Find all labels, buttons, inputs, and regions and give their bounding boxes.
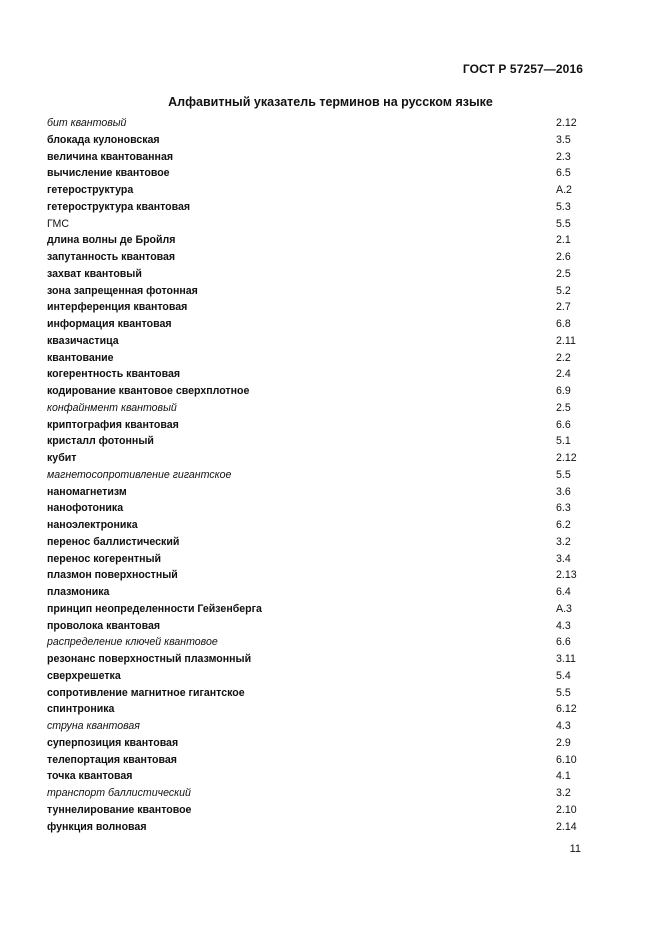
index-reference: 6.6 — [556, 418, 571, 431]
index-entry — [47, 634, 587, 651]
index-reference: 2.3 — [556, 150, 571, 163]
index-reference: 4.1 — [556, 770, 571, 783]
index-reference: 5.1 — [556, 435, 571, 448]
index-entry — [47, 718, 587, 735]
index-entry — [47, 149, 587, 166]
index-term: перенос когерентный — [47, 552, 162, 565]
index-entry — [47, 752, 587, 769]
index-term: принцип неопределенности Гейзенберга — [47, 602, 262, 615]
index-term: сопротивление магнитное гигантское — [47, 686, 245, 699]
index-entry — [47, 450, 587, 467]
index-term: захват квантовый — [47, 267, 142, 280]
index-reference: 3.2 — [556, 787, 571, 799]
index-reference: 2.12 — [556, 452, 577, 464]
index-entry — [47, 433, 587, 450]
index-reference: 2.7 — [556, 301, 571, 314]
document-code: ГОСТ Р 57257—2016 — [462, 62, 583, 76]
index-entry — [47, 517, 587, 534]
index-term: интерференция квантовая — [47, 301, 188, 314]
page-number: 11 — [569, 843, 581, 855]
index-reference: 6.4 — [556, 586, 571, 598]
index-entry — [47, 283, 587, 300]
index-reference: 5.5 — [556, 217, 571, 230]
index-reference: 5.2 — [556, 284, 571, 297]
index-entry — [47, 216, 587, 233]
index-term: ГМС — [47, 217, 69, 230]
index-term: спинтроника — [47, 703, 115, 716]
index-reference: 5.5 — [556, 686, 571, 699]
index-entry — [47, 500, 587, 517]
index-entry — [47, 333, 587, 350]
index-term: телепортация квантовая — [47, 753, 177, 766]
index-reference: 6.3 — [556, 502, 571, 515]
index-entry — [47, 467, 587, 484]
index-reference: 3.2 — [556, 535, 571, 548]
index-term: кодирование квантовое сверхплотное — [47, 385, 250, 397]
index-reference: 2.13 — [556, 569, 577, 582]
index-reference: 2.9 — [556, 736, 571, 749]
index-reference: 6.9 — [556, 385, 571, 397]
index-term: точка квантовая — [47, 770, 133, 783]
index-entry — [47, 350, 587, 367]
index-reference: 2.10 — [556, 803, 577, 816]
index-reference: 6.12 — [556, 703, 577, 716]
index-term: струна квантовая — [47, 720, 140, 732]
index-reference: 3.5 — [556, 133, 571, 146]
index-reference: 2.14 — [556, 820, 577, 833]
index-term: величина квантованная — [47, 150, 174, 163]
index-reference: 2.2 — [556, 351, 571, 364]
index-entry — [47, 132, 587, 149]
index-term: зона запрещенная фотонная — [47, 284, 198, 297]
index-term: вычисление квантовое — [47, 167, 170, 180]
index-entry — [47, 165, 587, 182]
index-entry — [47, 768, 587, 785]
index-reference: 3.4 — [556, 552, 571, 565]
index-entry — [47, 819, 587, 836]
index-entry — [47, 299, 587, 316]
index-term: магнетосопротивление гигантское — [47, 468, 232, 481]
index-term: наноэлектроника — [47, 519, 138, 531]
index-reference: 6.8 — [556, 318, 571, 330]
index-reference: 4.3 — [556, 619, 571, 632]
index-entry — [47, 701, 587, 718]
index-entry — [47, 249, 587, 266]
index-term: нанофотоника — [47, 502, 124, 515]
index-term: кристалл фотонный — [47, 435, 154, 448]
index-term: кубит — [47, 452, 77, 464]
index-reference: 6.2 — [556, 519, 571, 531]
index-reference: А.2 — [556, 184, 572, 196]
index-term: квазичастица — [47, 334, 119, 347]
index-reference: 5.3 — [556, 200, 571, 213]
index-term: гетероструктура квантовая — [47, 200, 191, 213]
index-term: распределение ключей квантовое — [47, 636, 218, 649]
index-entry — [47, 735, 587, 752]
index-term: проволока квантовая — [47, 619, 161, 632]
index-entry — [47, 484, 587, 501]
index-entry — [47, 115, 587, 132]
index-term: конфайнмент квантовый — [47, 401, 177, 414]
index-entry — [47, 366, 587, 383]
index-reference: 2.6 — [556, 251, 571, 263]
index-reference: 2.12 — [556, 117, 577, 129]
index-term: запутанность квантовая — [47, 251, 176, 263]
index-reference: 2.4 — [556, 368, 571, 381]
index-entry — [47, 232, 587, 249]
index-entry — [47, 199, 587, 216]
index-term: резонанс поверхностный плазмонный — [47, 653, 252, 665]
index-title: Алфавитный указатель терминов на русском языке — [168, 95, 493, 109]
index-reference: 2.5 — [556, 267, 571, 280]
index-term: квантование — [47, 351, 114, 364]
index-reference: 4.3 — [556, 720, 571, 732]
index-reference: А.3 — [556, 602, 572, 615]
index-term: когерентность квантовая — [47, 368, 181, 381]
index-entry — [47, 551, 587, 568]
index-entry — [47, 266, 587, 283]
index-reference: 2.1 — [556, 234, 571, 247]
index-entry — [47, 685, 587, 702]
index-term: транспорт баллистический — [47, 787, 191, 799]
index-entry — [47, 584, 587, 601]
index-reference: 5.4 — [556, 669, 571, 682]
index-term: плазмон поверхностный — [47, 569, 178, 582]
index-reference: 6.5 — [556, 167, 571, 180]
index-term: информация квантовая — [47, 318, 172, 330]
index-entry — [47, 651, 587, 668]
index-term: наномагнетизм — [47, 485, 127, 498]
index-entry — [47, 400, 587, 417]
index-entry — [47, 618, 587, 635]
index-reference: 6.10 — [556, 753, 577, 766]
index-term: бит квантовый — [47, 117, 127, 129]
index-entry — [47, 785, 587, 802]
index-term: функция волновая — [47, 820, 147, 833]
index-reference: 2.5 — [556, 401, 571, 414]
index-term: гетероструктура — [47, 184, 134, 196]
index-entry — [47, 668, 587, 685]
index-reference: 3.11 — [556, 653, 576, 665]
index-entry — [47, 383, 587, 400]
index-term: сверхрешетка — [47, 669, 121, 682]
index-entry — [47, 802, 587, 819]
index-term: плазмоника — [47, 586, 110, 598]
index-entry — [47, 417, 587, 434]
index-reference: 3.6 — [556, 485, 571, 498]
index-term: блокада кулоновская — [47, 133, 160, 146]
index-reference: 6.6 — [556, 636, 571, 649]
index-term: перенос баллистический — [47, 535, 180, 548]
term-index-list — [47, 115, 587, 835]
index-reference: 5.5 — [556, 468, 571, 481]
index-reference: 2.11 — [556, 334, 576, 347]
index-entry — [47, 601, 587, 618]
index-entry — [47, 534, 587, 551]
index-term: криптография квантовая — [47, 418, 179, 431]
index-entry — [47, 182, 587, 199]
index-term: длина волны де Бройля — [47, 234, 176, 247]
index-entry — [47, 316, 587, 333]
index-term: суперпозиция квантовая — [47, 736, 179, 749]
index-term: туннелирование квантовое — [47, 803, 192, 816]
index-entry — [47, 567, 587, 584]
